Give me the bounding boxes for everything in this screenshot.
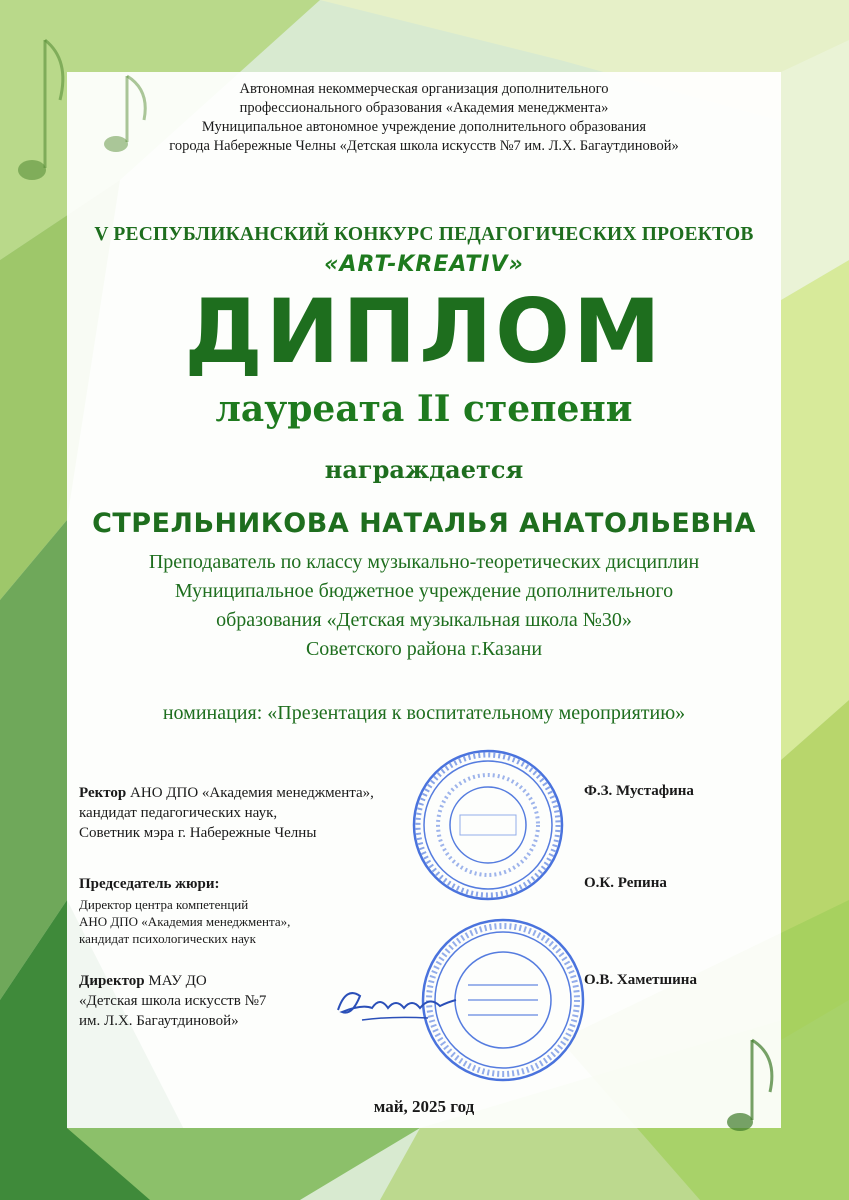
music-note-icon xyxy=(720,1030,790,1140)
director-signature-block xyxy=(79,971,266,1031)
awarded-label: награждается xyxy=(324,455,524,484)
jury-title: Председатель жюри: xyxy=(79,876,220,892)
rector-title: Ректор АНО ДПО «Академия менеджмента», xyxy=(79,785,374,801)
rector-signature-block xyxy=(79,783,374,843)
organizer-header xyxy=(67,80,781,156)
handwritten-signature xyxy=(332,980,462,1030)
jury-details xyxy=(79,896,290,947)
nomination: номинация: «Презентация к воспитательному мероприятию» xyxy=(162,702,686,724)
recipient-details xyxy=(67,548,781,664)
academy-seal-icon xyxy=(408,745,568,905)
recipient-name: СТРЕЛЬНИКОВА НАТАЛЬЯ АНАТОЛЬЕВНА xyxy=(92,508,756,539)
detail-line: Муниципальное бюджетное учреждение дополнительного xyxy=(174,580,674,602)
org-line: города Набережные Челны «Детская школа искусств №7 им. Л.Х. Багаутдиновой» xyxy=(169,138,679,154)
org-line: Муниципальное автономное учреждение дополнительного образования xyxy=(201,119,647,135)
jury-line: кандидат психологических наук xyxy=(79,931,256,946)
issue-date: май, 2025 год xyxy=(373,1097,475,1116)
director-name: О.В. Хаметшина xyxy=(584,972,697,988)
contest-title: V РЕСПУБЛИКАНСКИЙ КОНКУРС ПЕДАГОГИЧЕСКИХ ПРОЕКТОВ xyxy=(94,224,754,245)
jury-signature-block xyxy=(79,874,220,894)
org-line: Автономная некоммерческая организация дополнительного xyxy=(239,81,609,97)
director-school-name: им. Л.Х. Багаутдиновой» xyxy=(79,1013,239,1029)
jury-line: Директор центра компетенций xyxy=(79,897,249,912)
jury-name: О.К. Репина xyxy=(584,875,667,891)
contest-name: «ART-KREATIV» xyxy=(324,252,524,277)
detail-line: образования «Детская музыкальная школа №30» xyxy=(216,609,632,631)
rector-degree: кандидат педагогических наук, xyxy=(79,805,278,821)
diploma-degree: лауреата II степени xyxy=(215,388,633,430)
rector-position: Советник мэра г. Набережные Челны xyxy=(79,825,317,841)
detail-line: Преподаватель по классу музыкально-теоретических дисциплин xyxy=(148,551,700,573)
org-line: профессионального образования «Академия менеджмента» xyxy=(239,100,609,116)
rector-name: Ф.З. Мустафина xyxy=(584,783,694,799)
director-title: Директор МАУ ДО xyxy=(79,973,207,989)
director-school: «Детская школа искусств №7 xyxy=(79,993,267,1009)
detail-line: Советского района г.Казани xyxy=(305,638,543,660)
diploma-title: ДИПЛОМ xyxy=(184,280,664,383)
jury-line: АНО ДПО «Академия менеджмента», xyxy=(79,914,291,929)
